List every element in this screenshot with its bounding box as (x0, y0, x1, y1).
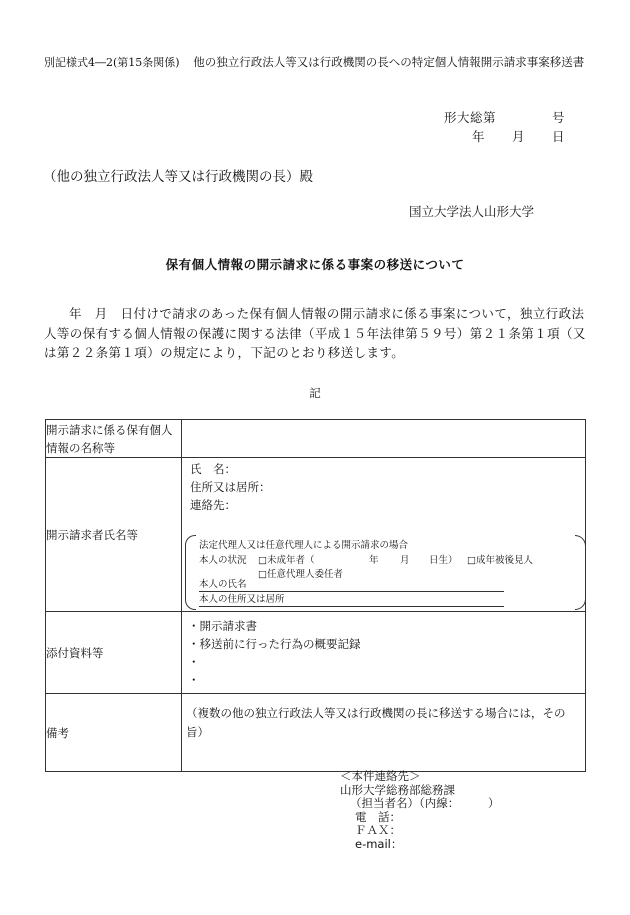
document-number (444, 108, 574, 126)
requester-cell (182, 458, 586, 612)
document-number-prefix: 形大総第 (444, 110, 497, 125)
attachments-cell (182, 612, 586, 694)
remarks-text: （複数の他の独立行政法人等又は行政機関の長に移送する場合には，その旨） (186, 706, 566, 739)
remarks-cell (182, 694, 586, 772)
contact-tel: 電 話： (355, 809, 401, 824)
document-title: 保有個人情報の開示請求に係る事案の移送について (165, 257, 465, 272)
info-name-value (182, 420, 586, 458)
sender: 国立大学法人山形大学 (409, 204, 535, 219)
status-label: 本人の状況 (199, 555, 247, 566)
transfer-table (45, 419, 586, 772)
attachment-item: ・開示請求書 (188, 618, 257, 633)
contact-department: 山形大学総務部総務課 (340, 782, 455, 797)
body-paragraph: 年 月 日付けで請求のあった保有個人情報の開示請求に係る事案について，独立行政法人等の保有する個人情報の保護に関する法律（平成１５年法律第５９号）第２１条第１項（又は第２２条第１項）の規定により，下記のとおり移送します。 (44, 306, 586, 360)
attachment-item: ・移送前に行った行為の概要記録 (188, 636, 361, 651)
adult-guardian-checkbox: □成年被後見人 (467, 555, 533, 566)
person-name-line: 本人の氏名 (199, 579, 504, 592)
table-row (46, 694, 586, 772)
date-year: 年 (472, 129, 485, 144)
contact-fax: ＦＡＸ： (355, 823, 401, 837)
attachment-item: ・ (188, 672, 200, 687)
agent-delegator-checkbox: □任意代理人委任者 (258, 569, 343, 580)
requester-address: 住所又は居所： (190, 480, 271, 494)
birth-year: 年 (369, 555, 379, 566)
agent-bracket (185, 535, 580, 608)
row-label-info-name: 開示請求に係る保有個人情報の名称等 (46, 420, 182, 458)
requester-name: 氏 名： (190, 462, 236, 476)
bracket-right (575, 535, 586, 610)
form-number: 別記様式4―2(第15条関係) (44, 56, 180, 69)
row-label-remarks: 備考 (46, 694, 182, 772)
date-month: 月 (512, 129, 525, 144)
table-row (46, 420, 586, 458)
addressee: （他の独立行政法人等又は行政機関の長）殿 (43, 169, 313, 185)
person-address-line: 本人の住所又は居所 (199, 594, 504, 607)
birth-day: 日生） (429, 555, 458, 566)
contact-email: e-mail： (355, 836, 403, 851)
attachment-item: ・ (188, 654, 200, 669)
date-day: 日 (552, 129, 565, 144)
document-number-suffix: 号 (552, 110, 566, 125)
agent-heading: 法定代理人又は任意代理人による開示請求の場合 (199, 540, 409, 551)
contact-person: （担当者名）（内線： ） (350, 796, 500, 810)
row-label-attachments: 添付資料等 (46, 612, 182, 694)
bracket-left (185, 535, 196, 610)
form-title: 他の独立行政法人等又は行政機関の長への特定個人情報開示請求事案移送書 (193, 55, 585, 69)
contact-heading: ＜本件連絡先＞ (340, 769, 421, 783)
minor-checkbox: □未成年者（ (258, 555, 315, 566)
form-header (44, 53, 592, 72)
table-row (46, 612, 586, 694)
table-row (46, 458, 586, 612)
row-label-requester: 開示請求者氏名等 (46, 458, 182, 612)
ki-heading: 記 (309, 386, 321, 400)
contact-block (340, 770, 500, 851)
requester-contact: 連絡先： (190, 498, 236, 512)
birth-month: 月 (400, 555, 410, 566)
